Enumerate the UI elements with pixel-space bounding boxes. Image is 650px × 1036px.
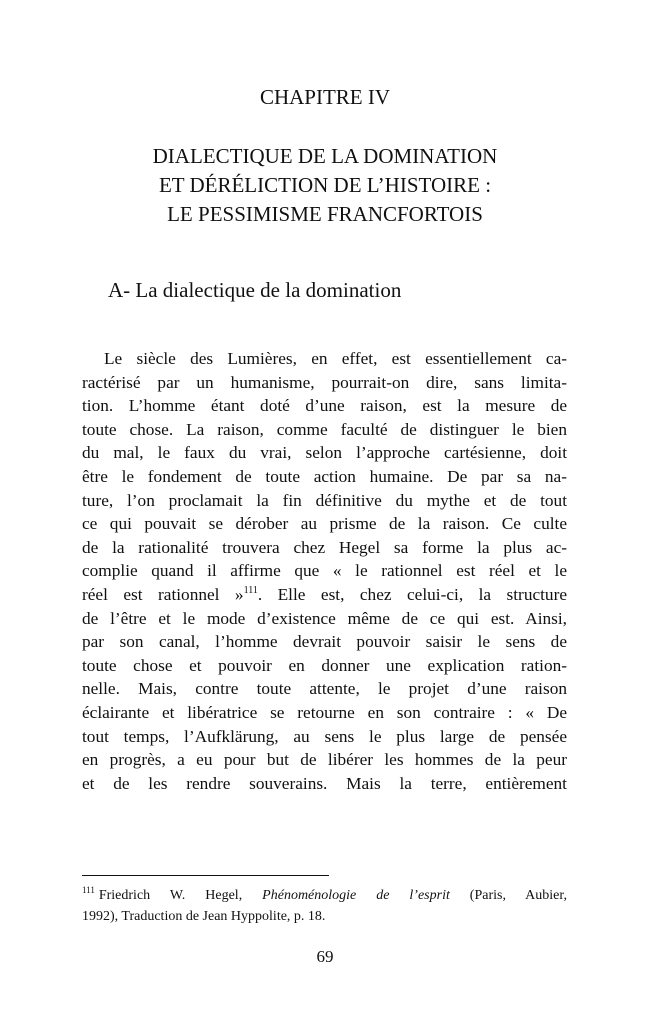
chapter-title-line: LE PESSIMISME FRANCFORTOIS <box>167 202 483 226</box>
footnote-line: 1992), Traduction de Jean Hyppolite, p. 18. <box>82 909 326 924</box>
chapter-title-line: DIALECTIQUE DE LA DOMINATION <box>152 144 498 168</box>
footnote-author: Friedrich W. Hegel, <box>98 888 263 903</box>
body-line: être le fondement de toute action humaine. De par sa na- <box>82 466 567 486</box>
body-line: en progrès, a eu pour but de libérer les hommes de la peur <box>82 750 567 770</box>
footnote-line <box>82 885 567 906</box>
body-line: et de les rendre souverains. Mais la terre, entièrement <box>82 773 567 793</box>
body-paragraph <box>82 347 567 795</box>
chapter-title-line: ET DÉRÉLICTION DE L’HISTOIRE : <box>158 173 492 197</box>
body-line-part: réel est rationnel » <box>82 584 244 604</box>
footnote-publication: (Paris, Aubier, <box>449 888 567 903</box>
body-line: éclairante et libératrice se retourne en son contraire : « De <box>82 702 567 722</box>
footnote <box>82 885 567 927</box>
body-line: Le siècle des Lumières, en effet, est essentiellement ca- <box>104 349 567 368</box>
body-line-with-footnote-ref <box>82 583 567 607</box>
chapter-title <box>0 142 650 229</box>
body-line: toute chose. La raison, comme faculté de distinguer le bien <box>82 419 567 439</box>
body-line: tout temps, l’Aufklärung, au sens le plus large de pensée <box>82 726 567 746</box>
footnote-divider <box>82 875 329 876</box>
body-line: ce qui pouvait se dérober au prisme de la raison. Ce culte <box>82 514 567 534</box>
page-number: 69 <box>316 947 334 966</box>
body-line: ture, l’on proclamait la fin définitive du mythe et de tout <box>82 490 567 510</box>
body-line-part: . Elle est, chez celui-ci, la structure <box>257 584 567 604</box>
section-heading: A- La dialectique de la domination <box>108 278 402 302</box>
body-line: nelle. Mais, contre toute attente, le projet d’une raison <box>82 679 567 699</box>
footnote-number: 111 <box>82 885 95 895</box>
body-line: tion. L’homme étant doté d’une raison, est la mesure de <box>82 396 567 416</box>
body-line: de la rationalité trouvera chez Hegel sa forme la plus ac- <box>82 537 567 557</box>
chapter-label: CHAPITRE IV <box>259 85 391 109</box>
footnote-work-title: Phénoménologie de l’esprit <box>262 888 450 903</box>
body-line: par son canal, l’homme devrait pouvoir saisir le sens de <box>82 632 567 652</box>
body-line: de l’être et le mode d’existence même de ce qui est. Ainsi, <box>82 608 567 628</box>
body-line: toute chose et pouvoir en donner une explication ration- <box>82 655 567 675</box>
body-line: ractérisé par un humanisme, pourrait-on dire, sans limita- <box>82 372 567 392</box>
footnote-reference[interactable]: 111 <box>243 584 258 596</box>
body-line: complie quand il affirme que « le rationnel est réel et le <box>82 561 567 581</box>
body-line: du mal, le faux du vrai, selon l’approche cartésienne, doit <box>82 443 567 463</box>
